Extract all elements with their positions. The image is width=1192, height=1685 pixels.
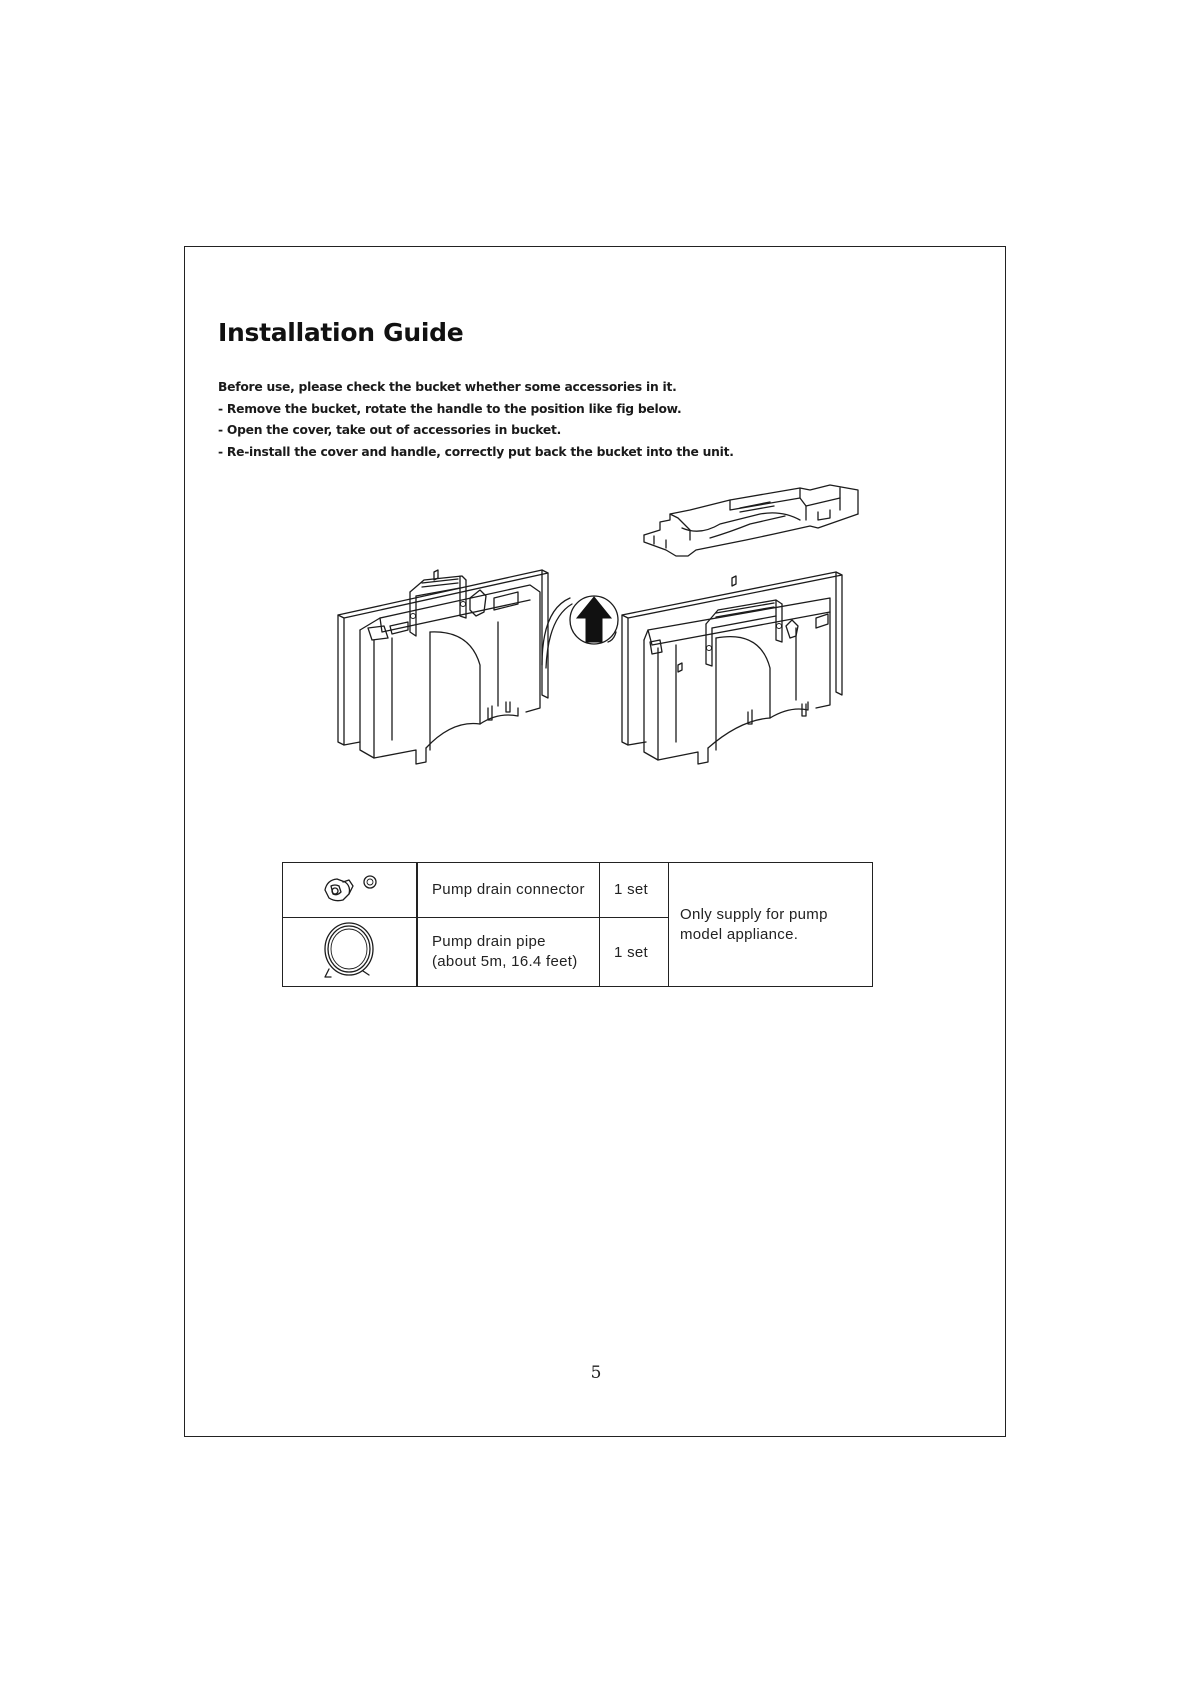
- bucket-cover-illustration: [644, 485, 858, 556]
- pump-drain-connector-icon: [315, 864, 385, 912]
- page-number: 5: [590, 1363, 602, 1383]
- accessory-image-cell: [283, 863, 418, 918]
- accessory-name: [417, 863, 600, 918]
- bucket-open-illustration: [622, 572, 842, 764]
- instruction-list: [218, 377, 734, 463]
- accessories-table: [282, 862, 873, 987]
- accessory-note-line: model appliance.: [680, 925, 799, 943]
- accessory-quantity: [600, 863, 669, 918]
- page-title: Installation Guide: [218, 318, 464, 347]
- instruction-line: - Remove the bucket, rotate the handle to the position like fig below.: [218, 401, 682, 416]
- accessory-name-line: Pump drain connector: [432, 881, 585, 898]
- accessory-quantity-value: 1 set: [614, 880, 649, 898]
- accessory-note-line: Only supply for pump: [680, 905, 828, 923]
- instruction-line: - Open the cover, take out of accessories in bucket.: [218, 423, 562, 437]
- bucket-figure: [330, 480, 870, 770]
- pump-drain-pipe-icon: [315, 919, 385, 981]
- accessory-note: [669, 863, 873, 987]
- accessory-image-cell: [283, 918, 418, 987]
- arrow-up-icon: [542, 596, 618, 668]
- accessory-name: [417, 918, 600, 987]
- accessory-name-line: (about 5m, 16.4 feet): [432, 953, 578, 970]
- accessory-name-line: Pump drain pipe: [432, 933, 546, 950]
- accessory-quantity: [600, 918, 669, 987]
- accessory-quantity-value: 1 set: [614, 943, 649, 961]
- table-row: [283, 863, 873, 918]
- instruction-line: - Re-install the cover and handle, correctly put back the bucket into the unit.: [218, 444, 734, 459]
- bucket-closed-illustration: [338, 570, 548, 764]
- instruction-line: Before use, please check the bucket whether some accessories in it.: [218, 380, 677, 394]
